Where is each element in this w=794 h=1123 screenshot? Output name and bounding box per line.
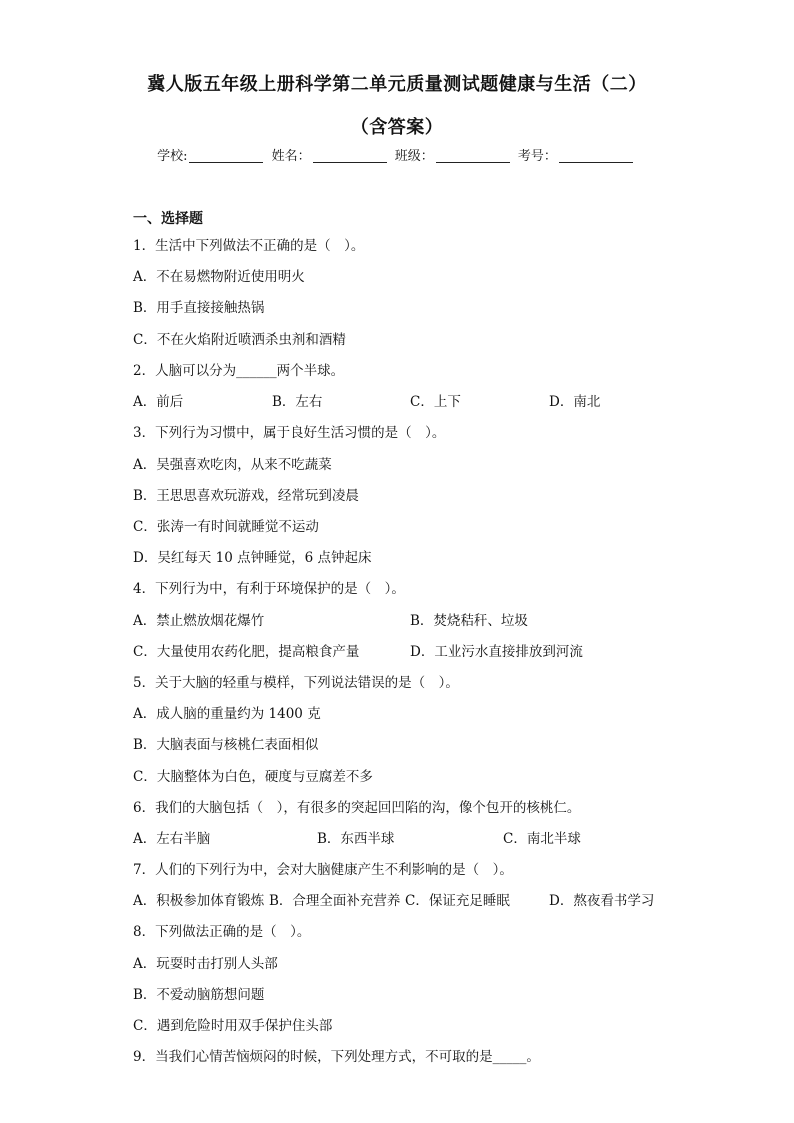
q6-option-a[interactable]: A．左右半脑	[133, 831, 211, 847]
q5-option-a[interactable]: A．成人脑的重量约为 1400 克	[133, 706, 321, 722]
q8-option-b[interactable]: B．不爱动脑筋想问题	[133, 987, 265, 1003]
school-blank	[189, 148, 263, 163]
question-1: 1．生活中下列做法不正确的是（ ）。	[133, 238, 365, 254]
name-label: 姓名：	[271, 149, 311, 164]
number-blank	[559, 148, 633, 163]
q2-option-d[interactable]: D．南北	[549, 394, 601, 410]
section-heading: 一、选择题	[133, 211, 203, 227]
school-field[interactable]	[157, 145, 263, 164]
q5-option-b[interactable]: B．大脑表面与核桃仁表面相似	[133, 737, 319, 753]
question-4: 4．下列行为中，有利于环境保护的是（ ）。	[133, 581, 405, 597]
title-line-1: 冀人版五年级上册科学第二单元质量测试题健康与生活（二）	[147, 74, 647, 95]
question-9: 9．当我们心情苦恼烦闷的时候，下列处理方式，不可取的是_____。	[133, 1049, 540, 1065]
q1-option-a[interactable]: A．不在易燃物附近使用明火	[133, 269, 305, 285]
q8-option-c[interactable]: C．遇到危险时用双手保护住头部	[133, 1018, 333, 1034]
q7-option-a[interactable]: A．积极参加体育锻炼	[133, 893, 265, 909]
class-field[interactable]	[395, 145, 510, 164]
q1-option-b[interactable]: B．用手直接接触热锅	[133, 300, 265, 316]
q2-option-c[interactable]: C．上下	[410, 394, 461, 410]
question-2: 2．人脑可以分为______两个半球。	[133, 363, 345, 379]
q5-option-c[interactable]: C．大脑整体为白色，硬度与豆腐差不多	[133, 769, 373, 785]
q3-option-d[interactable]: D．吴红每天 10 点钟睡觉，6 点钟起床	[133, 550, 372, 566]
question-7: 7．人们的下列行为中，会对大脑健康产生不利影响的是（ ）。	[133, 862, 513, 878]
q7-option-d[interactable]: D．熬夜看书学习	[549, 893, 655, 909]
question-3: 3．下列行为习惯中，属于良好生活习惯的是（ ）。	[133, 425, 446, 441]
student-info-row	[0, 145, 794, 164]
q4-option-b[interactable]: B．焚烧秸秆、垃圾	[410, 613, 528, 629]
q3-option-a[interactable]: A．吴强喜欢吃肉，从来不吃蔬菜	[133, 457, 332, 473]
q1-option-c[interactable]: C．不在火焰附近喷洒杀虫剂和酒精	[133, 332, 346, 348]
question-6: 6．我们的大脑包括（ ），有很多的突起回凹陷的沟，像个包开的核桃仁。	[133, 800, 581, 816]
q2-option-b[interactable]: B．左右	[272, 394, 323, 410]
q2-option-a[interactable]: A．前后	[133, 394, 184, 410]
title-line-2: （含答案）	[350, 117, 444, 138]
class-blank	[436, 148, 510, 163]
number-label: 考号：	[517, 149, 557, 164]
q4-option-a[interactable]: A．禁止燃放烟花爆竹	[133, 613, 265, 629]
q4-option-c[interactable]: C．大量使用农药化肥，提高粮食产量	[133, 644, 360, 660]
question-8: 8．下列做法正确的是（ ）。	[133, 924, 311, 940]
q6-option-c[interactable]: C．南北半球	[503, 831, 581, 847]
q3-option-c[interactable]: C．张涛一有时间就睡觉不运动	[133, 519, 319, 535]
class-label: 班级：	[394, 149, 434, 164]
q7-option-b[interactable]: B．合理全面补充营养	[269, 893, 401, 909]
question-5: 5．关于大脑的轻重与模样，下列说法错误的是（ ）。	[133, 675, 459, 691]
q4-option-d[interactable]: D．工业污水直接排放到河流	[410, 644, 583, 660]
number-field[interactable]	[518, 145, 633, 164]
name-blank	[313, 148, 387, 163]
name-field[interactable]	[272, 145, 387, 164]
q3-option-b[interactable]: B．王思思喜欢玩游戏，经常玩到凌晨	[133, 488, 359, 504]
q6-option-b[interactable]: B．东西半球	[317, 831, 395, 847]
q8-option-a[interactable]: A．玩耍时击打别人头部	[133, 956, 278, 972]
school-label: 学校:	[157, 149, 188, 164]
q7-option-c[interactable]: C．保证充足睡眠	[405, 893, 510, 909]
